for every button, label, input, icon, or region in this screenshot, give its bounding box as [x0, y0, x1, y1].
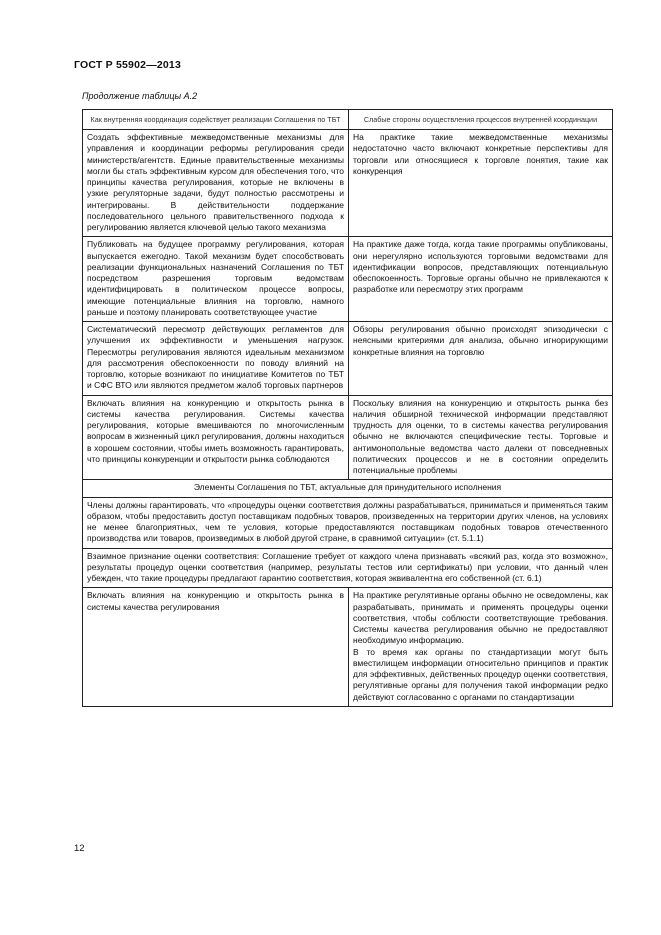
table-header-row	[83, 110, 612, 130]
table	[82, 109, 613, 707]
table-cell-right: На практике даже тогда, когда такие программы опубликованы, они нерегулярно используются торговыми ведомствами для идентификации вопросов, представляющих потенциальную обеспокоенность. Торговые органы обычно не привлекаются к разработке или пересмотру этих программ	[353, 239, 608, 295]
table-cell-right: Поскольку влияния на конкуренцию и открытость рынка без наличия обширной технической информации представляют трудность для оценки, то в системы качества регулирования обычно не включаются специфические тесты. Торговые и антимонопольные ведомства часто далеки от повседневных политических процессов и не в состоянии определить потенциальные проблемы	[353, 397, 608, 475]
column-header-2: Слабые стороны осуществления процессов внутренней координации	[363, 115, 598, 124]
table-cell-right: На практике такие межведомственные механизмы недостаточно часто включают конкретные перспективы для торговли или относящиеся к торговле понятия, такие как конкуренция	[353, 132, 608, 176]
table-row	[83, 396, 612, 481]
full-width-row	[83, 498, 612, 549]
table-row	[83, 588, 612, 706]
column-header-1: Как внутренняя координация содействует реализации Соглашения по ТБТ	[83, 110, 349, 129]
table-cell-left: Включать влияния на конкуренцию и открытость рынка в системы качества регулирования	[83, 588, 349, 706]
table-cell-left: Включать влияния на конкуренцию и открытость рынка в системы качества регулирования. Системы качества регулирования, которые вмешиваются по многочисленным вопросам в жизненный цикл регулирования, должны находиться в хорошем состоянии, чтобы иметь возможность гарантировать, что принципы конкуренции и открытости рынка соблюдаются	[83, 396, 349, 480]
table-cell-right: Обзоры регулирования обычно происходят эпизодически с неясными критериями для анализа, обычно игнорирующими конкретные влияния на торговлю	[353, 324, 608, 357]
table-caption: Продолжение таблицы А.2	[82, 91, 198, 101]
section-title-row	[83, 480, 612, 497]
table-row	[83, 130, 612, 237]
table-cell-left: Систематический пересмотр действующих регламентов для улучшения их эффективности и уменьшения нагрузок. Пересмотры регулирования являются идеальным механизмом для рассмотрения обеспокоенности по поводу влияний на торговлю, которые возникают по инициативе Комитетов по ТБТ и СФС ВТО или являются предметом жалоб торговых партнеров	[83, 322, 349, 395]
page-number: 12	[74, 843, 85, 854]
table-cell-right	[349, 588, 612, 706]
paragraph: На практике регулятивные органы обычно не осведомлены, как разрабатывать, принимать и применять процедуры оценки соответствия, чтобы соблюсти соответствующие требования. Системы качества регулирования обычно не предоставляют необходимую информацию.	[353, 590, 608, 646]
full-width-cell: Члены должны гарантировать, что «процедуры оценки соответствия должны разрабатываться, приниматься и применяться таким образом, чтобы предоставить доступ поставщикам подобных товаров, произведенных на территории других членов, на условиях не менее благоприятных, чем те условия, которые предоставляются поставщикам подобных товаров отечественного производства или товаров, произведимых в любой другой стране, в сравнимой ситуации» (ст. 5.1.1)	[87, 499, 608, 544]
full-width-row	[83, 549, 612, 589]
full-width-cell: Взаимное признание оценки соответствия: Соглашение требует от каждого члена признавать «всякий раз, когда это возможно», результаты процедур оценки соответствия (например, результаты тестов или сертификаты) при условии, что данный член убежден, что такие процедуры предлагают гарантию соответствия, которая эквивалентна его собственной (ст. 6.1)	[87, 550, 608, 583]
table-cell-left: Создать эффективные межведомственные механизмы для управления и координации реформы регулирования среди министерств/агентств. Единые правительственные механизмы могли бы стать эффективным курсом для обеспечения того, что принципы качества регулирования, которые не включены в узкие регуляторные задачи, будут полностью рассмотрены и интегрированы. В действительности поддержание последовательного цельного правительственного подхода к регулированию является ключевой целью такого механизма	[83, 130, 349, 236]
table-cell-left: Публиковать на будущее программу регулирования, которая выпускается ежегодно. Такой механизм будет способствовать реализации функциональных назначений Соглашения по ТБТ посредством разрешения торговым ведомствам идентифицировать в политическом процессе вопросы, имеющие потенциальные влияния на торговлю, намного раньше и поэтому планировать соответствующее участие	[83, 237, 349, 321]
table-row	[83, 322, 612, 396]
paragraph: В то время как органы по стандартизации могут быть вместилищем информации относительно принципов и практик для эффективных, действенных процедур оценки соответствия, регулятивные органы для получения такой информации редко действуют согласованно с органами по стандартизации	[353, 646, 608, 702]
table-row	[83, 237, 612, 322]
document-header: ГОСТ Р 55902—2013	[74, 59, 182, 71]
section-title: Элементы Соглашения по ТБТ, актуальные для принудительного исполнения	[193, 482, 502, 493]
